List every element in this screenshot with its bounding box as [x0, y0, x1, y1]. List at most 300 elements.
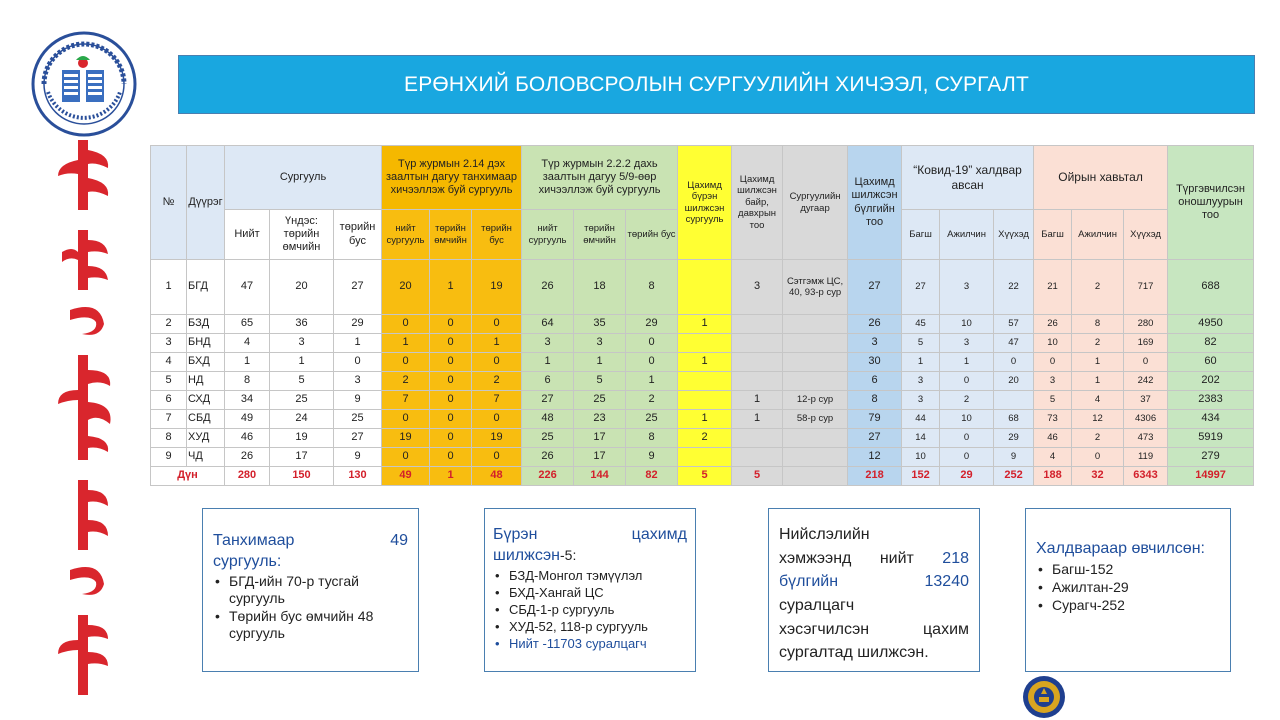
header-full-online: Цахимд бүрэн шилжсэн сургууль — [678, 146, 732, 260]
in-person-count: 49 — [390, 532, 408, 549]
row-contact-student: 717 — [1124, 260, 1168, 315]
row-online-classes: 30 — [848, 353, 902, 372]
full-online-count: -5: — [560, 546, 577, 563]
in-person-title-word: Танхимаар — [213, 532, 295, 549]
row-contact-student: 242 — [1124, 372, 1168, 391]
table-row — [151, 391, 1254, 410]
row-contact-student: 473 — [1124, 429, 1168, 448]
row-r222-total: 48 — [522, 410, 574, 429]
full-online-schools-box — [484, 508, 696, 672]
row-school-number — [783, 353, 848, 372]
row-number: 2 — [151, 315, 187, 334]
header-contact-student: Хүүхэд — [1124, 210, 1168, 260]
row-contact-staff: 1 — [1072, 372, 1124, 391]
total-label: Дүн — [151, 467, 225, 486]
row-r222-state: 5 — [574, 372, 626, 391]
row-r222-private: 8 — [626, 429, 678, 448]
row-r222-private: 9 — [626, 448, 678, 467]
row-number: 5 — [151, 372, 187, 391]
row-number: 1 — [151, 260, 187, 315]
row-r214-total: 20 — [382, 260, 430, 315]
list-item: • БЗД-Монгол тэмүүлэл — [493, 567, 687, 584]
capital-text-partial: хэсэгчилсэн — [779, 620, 870, 638]
total-school-state: 150 — [270, 467, 334, 486]
header-r222-total: нийт сургууль — [522, 210, 574, 260]
row-r214-private: 0 — [472, 410, 522, 429]
row-full-online: 1 — [678, 315, 732, 334]
row-r222-state: 3 — [574, 334, 626, 353]
header-school-state: Үндэс: төрийн өмчийн — [270, 210, 334, 260]
total-school-total: 280 — [225, 467, 270, 486]
list-item: • Багш-152 — [1036, 560, 1220, 578]
header-no: № — [151, 146, 187, 260]
header-covid-teacher: Багш — [902, 210, 940, 260]
row-school-state: 24 — [270, 410, 334, 429]
full-online-list — [493, 567, 687, 653]
row-r222-private: 8 — [626, 260, 678, 315]
row-online-building — [732, 372, 783, 391]
row-covid-teacher: 5 — [902, 334, 940, 353]
list-item: • Ажилтан-29 — [1036, 578, 1220, 596]
row-covid-teacher: 27 — [902, 260, 940, 315]
row-r222-state: 25 — [574, 391, 626, 410]
row-school-private: 27 — [334, 429, 382, 448]
row-covid-student: 29 — [994, 429, 1034, 448]
row-covid-student: 68 — [994, 410, 1034, 429]
row-district: БГД — [187, 260, 225, 315]
row-full-online — [678, 260, 732, 315]
row-r222-private: 1 — [626, 372, 678, 391]
total-contact-staff: 32 — [1072, 467, 1124, 486]
row-contact-student: 4306 — [1124, 410, 1168, 429]
row-school-private: 9 — [334, 391, 382, 410]
row-r214-state: 0 — [430, 448, 472, 467]
row-r214-private: 19 — [472, 429, 522, 448]
row-contact-teacher: 3 — [1034, 372, 1072, 391]
mongolian-script-icon — [48, 140, 118, 700]
total-covid-student: 252 — [994, 467, 1034, 486]
capital-line-5 — [779, 618, 969, 642]
row-number: 8 — [151, 429, 187, 448]
capital-text-classes: бүлгийн — [779, 573, 839, 591]
row-full-online — [678, 372, 732, 391]
government-seal-icon — [1022, 675, 1066, 719]
row-r214-state: 0 — [430, 410, 472, 429]
total-school-number — [783, 467, 848, 486]
row-contact-teacher: 46 — [1034, 429, 1072, 448]
row-covid-student: 0 — [994, 353, 1034, 372]
row-r222-state: 23 — [574, 410, 626, 429]
row-contact-staff: 0 — [1072, 448, 1124, 467]
row-school-total: 1 — [225, 353, 270, 372]
header-school: Сургууль — [225, 146, 382, 210]
row-r214-state: 0 — [430, 315, 472, 334]
row-r222-private: 0 — [626, 353, 678, 372]
row-covid-staff: 2 — [940, 391, 994, 410]
row-school-private: 3 — [334, 372, 382, 391]
row-rapid-tests: 82 — [1168, 334, 1254, 353]
row-rapid-tests: 4950 — [1168, 315, 1254, 334]
row-r222-total: 6 — [522, 372, 574, 391]
header-r214-state: төрийн өмчийн — [430, 210, 472, 260]
row-covid-staff: 3 — [940, 334, 994, 353]
row-contact-staff: 8 — [1072, 315, 1124, 334]
capital-text-scope: хэмжээнд — [779, 549, 852, 567]
full-online-title — [493, 525, 687, 546]
row-rapid-tests: 434 — [1168, 410, 1254, 429]
total-full-online: 5 — [678, 467, 732, 486]
row-school-private: 9 — [334, 448, 382, 467]
row-school-state: 20 — [270, 260, 334, 315]
row-covid-staff: 0 — [940, 429, 994, 448]
row-online-building — [732, 315, 783, 334]
capital-text-total: нийт — [879, 549, 914, 567]
row-district: БХД — [187, 353, 225, 372]
row-school-total: 46 — [225, 429, 270, 448]
row-r214-total: 0 — [382, 315, 430, 334]
header-covid: “Ковид-19” халдвар авсан — [902, 146, 1034, 210]
row-online-building — [732, 334, 783, 353]
total-r214-state: 1 — [430, 467, 472, 486]
row-full-online — [678, 391, 732, 410]
row-r214-total: 7 — [382, 391, 430, 410]
list-item: • Сурагч-252 — [1036, 596, 1220, 614]
row-r214-total: 0 — [382, 448, 430, 467]
total-covid-teacher: 152 — [902, 467, 940, 486]
list-item: • БХД-Хангай ЦС — [493, 584, 687, 601]
row-school-private: 1 — [334, 334, 382, 353]
in-person-list — [213, 573, 408, 643]
infected-title: Халдвараар өвчилсөн: — [1036, 540, 1205, 557]
row-school-number — [783, 429, 848, 448]
row-online-building: 1 — [732, 410, 783, 429]
row-online-classes: 3 — [848, 334, 902, 353]
row-contact-teacher: 26 — [1034, 315, 1072, 334]
row-covid-staff: 0 — [940, 448, 994, 467]
total-r214-total: 49 — [382, 467, 430, 486]
table-row — [151, 334, 1254, 353]
row-r222-state: 18 — [574, 260, 626, 315]
row-covid-student: 57 — [994, 315, 1034, 334]
row-r214-state: 0 — [430, 372, 472, 391]
row-r214-state: 0 — [430, 334, 472, 353]
row-covid-student: 22 — [994, 260, 1034, 315]
total-rapid-tests: 14997 — [1168, 467, 1254, 486]
row-r214-state: 0 — [430, 429, 472, 448]
row-r222-private: 0 — [626, 334, 678, 353]
row-full-online — [678, 448, 732, 467]
total-school-private: 130 — [334, 467, 382, 486]
row-contact-student: 119 — [1124, 448, 1168, 467]
row-covid-teacher: 3 — [902, 391, 940, 410]
table-row — [151, 353, 1254, 372]
capital-line-2 — [779, 547, 969, 571]
row-district: СБД — [187, 410, 225, 429]
row-online-classes: 26 — [848, 315, 902, 334]
row-contact-student: 280 — [1124, 315, 1168, 334]
row-school-number: 58-р сур — [783, 410, 848, 429]
row-contact-staff: 2 — [1072, 429, 1124, 448]
row-r214-private: 2 — [472, 372, 522, 391]
row-rapid-tests: 2383 — [1168, 391, 1254, 410]
row-school-number: 12-р сур — [783, 391, 848, 410]
row-school-total: 4 — [225, 334, 270, 353]
row-school-total: 26 — [225, 448, 270, 467]
table-row — [151, 429, 1254, 448]
row-r222-total: 26 — [522, 260, 574, 315]
full-online-title-word3: шилжсэн — [493, 546, 560, 564]
row-online-classes: 12 — [848, 448, 902, 467]
row-rapid-tests: 60 — [1168, 353, 1254, 372]
row-covid-student: 20 — [994, 372, 1034, 391]
row-r214-private: 1 — [472, 334, 522, 353]
row-contact-teacher: 73 — [1034, 410, 1072, 429]
table-row — [151, 410, 1254, 429]
row-covid-teacher: 3 — [902, 372, 940, 391]
row-school-private: 27 — [334, 260, 382, 315]
row-r222-total: 1 — [522, 353, 574, 372]
row-school-number — [783, 315, 848, 334]
row-r214-private: 0 — [472, 315, 522, 334]
header-r222-state: төрийн өмчийн — [574, 210, 626, 260]
row-r214-state: 1 — [430, 260, 472, 315]
row-online-classes: 6 — [848, 372, 902, 391]
row-covid-staff: 10 — [940, 315, 994, 334]
row-district: СХД — [187, 391, 225, 410]
row-r222-total: 25 — [522, 429, 574, 448]
row-rapid-tests: 279 — [1168, 448, 1254, 467]
row-school-total: 49 — [225, 410, 270, 429]
row-r222-total: 26 — [522, 448, 574, 467]
row-full-online — [678, 334, 732, 353]
row-covid-student: 9 — [994, 448, 1034, 467]
row-contact-teacher: 21 — [1034, 260, 1072, 315]
header-covid-staff: Ажилчин — [940, 210, 994, 260]
table-row — [151, 372, 1254, 391]
row-covid-teacher: 45 — [902, 315, 940, 334]
table-row — [151, 260, 1254, 315]
header-district: Дүүрэг — [187, 146, 225, 260]
row-covid-staff: 0 — [940, 372, 994, 391]
header-contact-teacher: Багш — [1034, 210, 1072, 260]
table-row — [151, 315, 1254, 334]
row-covid-teacher: 44 — [902, 410, 940, 429]
row-contact-staff: 2 — [1072, 260, 1124, 315]
capital-text-online: цахим — [923, 620, 969, 638]
row-r214-total: 0 — [382, 410, 430, 429]
row-online-classes: 79 — [848, 410, 902, 429]
header-rule-214: Түр журмын 2.14 дэх заалтын дагуу танхимаар хичээллэж буй сургууль — [382, 146, 522, 210]
header-contact-staff: Ажилчин — [1072, 210, 1124, 260]
row-r214-private: 19 — [472, 260, 522, 315]
row-number: 7 — [151, 410, 187, 429]
row-school-state: 17 — [270, 448, 334, 467]
row-number: 4 — [151, 353, 187, 372]
header-r214-private: төрийн бус — [472, 210, 522, 260]
capital-line-3 — [779, 570, 969, 594]
total-r222-total: 226 — [522, 467, 574, 486]
row-school-total: 65 — [225, 315, 270, 334]
header-r222-private: төрийн бус — [626, 210, 678, 260]
row-contact-student: 0 — [1124, 353, 1168, 372]
row-contact-staff: 4 — [1072, 391, 1124, 410]
row-online-building — [732, 429, 783, 448]
row-district: БЗД — [187, 315, 225, 334]
total-contact-student: 6343 — [1124, 467, 1168, 486]
list-item: • ХУД-52, 118-р сургууль — [493, 618, 687, 635]
capital-line-4: суралцагч — [779, 597, 855, 615]
row-school-total: 34 — [225, 391, 270, 410]
row-contact-staff: 1 — [1072, 353, 1124, 372]
row-school-total: 47 — [225, 260, 270, 315]
full-online-title-word2: цахимд — [631, 526, 687, 543]
row-r214-total: 19 — [382, 429, 430, 448]
row-school-private: 25 — [334, 410, 382, 429]
row-district: ХУД — [187, 429, 225, 448]
total-covid-staff: 29 — [940, 467, 994, 486]
row-school-number — [783, 372, 848, 391]
row-rapid-tests: 202 — [1168, 372, 1254, 391]
row-school-private: 0 — [334, 353, 382, 372]
total-online-classes: 218 — [848, 467, 902, 486]
left-decoration — [0, 0, 150, 720]
row-online-classes: 8 — [848, 391, 902, 410]
total-r222-private: 82 — [626, 467, 678, 486]
row-contact-teacher: 0 — [1034, 353, 1072, 372]
row-full-online: 2 — [678, 429, 732, 448]
row-r222-state: 35 — [574, 315, 626, 334]
header-rule-222: Түр журмын 2.2.2 дахь заалтын дагуу 5/9-өөр хичээллэж буй сургууль — [522, 146, 678, 210]
row-r222-total: 3 — [522, 334, 574, 353]
total-contact-teacher: 188 — [1034, 467, 1072, 486]
row-district: БНД — [187, 334, 225, 353]
header-school-total: Нийт — [225, 210, 270, 260]
row-r214-state: 0 — [430, 353, 472, 372]
row-r214-state: 0 — [430, 391, 472, 410]
row-covid-student: 47 — [994, 334, 1034, 353]
row-full-online: 1 — [678, 353, 732, 372]
row-online-classes: 27 — [848, 260, 902, 315]
row-number: 6 — [151, 391, 187, 410]
full-online-title-line2 — [493, 546, 687, 567]
row-contact-staff: 2 — [1072, 334, 1124, 353]
row-r222-state: 1 — [574, 353, 626, 372]
list-item-total: • Нийт -11703 суралцагч — [493, 635, 687, 652]
total-r214-private: 48 — [472, 467, 522, 486]
in-person-schools-box — [202, 508, 419, 672]
row-district: ЧД — [187, 448, 225, 467]
header-contact: Ойрын хавьтал — [1034, 146, 1168, 210]
header-online-classes: Цахимд шилжсэн бүлгийн тоо — [848, 146, 902, 260]
row-contact-student: 37 — [1124, 391, 1168, 410]
total-online-building: 5 — [732, 467, 783, 486]
header-rapid-tests: Түргэвчилсэн оношлуурын тоо — [1168, 146, 1254, 260]
row-covid-teacher: 1 — [902, 353, 940, 372]
row-school-state: 36 — [270, 315, 334, 334]
school-statistics-table — [150, 145, 1254, 486]
table-row — [151, 448, 1254, 467]
header-school-number: Сургуулийн дугаар — [783, 146, 848, 260]
row-district: НД — [187, 372, 225, 391]
header-school-private: төрийн бус — [334, 210, 382, 260]
row-rapid-tests: 5919 — [1168, 429, 1254, 448]
capital-line-6: сургалтад шилжсэн. — [779, 644, 929, 662]
row-school-state: 3 — [270, 334, 334, 353]
row-online-building: 1 — [732, 391, 783, 410]
capital-line-1: Нийслэлийн — [779, 526, 870, 543]
row-covid-staff: 1 — [940, 353, 994, 372]
row-online-classes: 27 — [848, 429, 902, 448]
row-school-total: 8 — [225, 372, 270, 391]
row-contact-teacher: 10 — [1034, 334, 1072, 353]
list-item: • СБД-1-р сургууль — [493, 601, 687, 618]
row-r214-total: 0 — [382, 353, 430, 372]
row-contact-student: 169 — [1124, 334, 1168, 353]
row-number: 9 — [151, 448, 187, 467]
header-covid-student: Хүүхэд — [994, 210, 1034, 260]
row-r214-private: 7 — [472, 391, 522, 410]
row-covid-staff: 10 — [940, 410, 994, 429]
row-r214-private: 0 — [472, 448, 522, 467]
row-covid-staff: 3 — [940, 260, 994, 315]
row-online-building — [732, 448, 783, 467]
table-header-row — [151, 146, 1254, 210]
capital-class-count: 218 — [942, 549, 969, 567]
row-online-building: 3 — [732, 260, 783, 315]
row-r222-state: 17 — [574, 448, 626, 467]
row-covid-student — [994, 391, 1034, 410]
row-school-state: 5 — [270, 372, 334, 391]
capital-student-count: 13240 — [924, 573, 969, 591]
infected-box — [1025, 508, 1231, 672]
row-online-building — [732, 353, 783, 372]
row-contact-teacher: 4 — [1034, 448, 1072, 467]
row-rapid-tests: 688 — [1168, 260, 1254, 315]
header-online-building: Цахимд шилжсэн байр, давхрын тоо — [732, 146, 783, 260]
row-school-state: 19 — [270, 429, 334, 448]
in-person-title — [213, 531, 408, 552]
list-item: • БГД-ийн 70-р тусгай сургууль — [213, 573, 408, 608]
list-item: • Төрийн бус өмчийн 48 сургууль — [213, 608, 408, 643]
row-school-number — [783, 448, 848, 467]
row-covid-teacher: 10 — [902, 448, 940, 467]
row-covid-teacher: 14 — [902, 429, 940, 448]
capital-online-classes-box — [768, 508, 980, 672]
row-full-online: 1 — [678, 410, 732, 429]
infected-list — [1036, 560, 1220, 615]
row-r214-private: 0 — [472, 353, 522, 372]
table-total-row — [151, 467, 1254, 486]
row-r222-private: 25 — [626, 410, 678, 429]
row-school-number: Сэтгэмж ЦС, 40, 93-р сур — [783, 260, 848, 315]
header-r214-total: нийт сургууль — [382, 210, 430, 260]
page-title: ЕРӨНХИЙ БОЛОВСРОЛЫН СУРГУУЛИЙН ХИЧЭЭЛ, СУРГАЛТ — [178, 55, 1255, 114]
full-online-title-word1: Бүрэн — [493, 526, 538, 543]
row-r222-private: 29 — [626, 315, 678, 334]
row-school-state: 25 — [270, 391, 334, 410]
row-r222-private: 2 — [626, 391, 678, 410]
row-r222-total: 27 — [522, 391, 574, 410]
row-contact-staff: 12 — [1072, 410, 1124, 429]
row-r214-total: 2 — [382, 372, 430, 391]
row-school-state: 1 — [270, 353, 334, 372]
row-r222-state: 17 — [574, 429, 626, 448]
row-contact-teacher: 5 — [1034, 391, 1072, 410]
row-school-number — [783, 334, 848, 353]
row-r214-total: 1 — [382, 334, 430, 353]
ministry-emblem-icon — [30, 30, 138, 138]
in-person-title-suffix: сургууль: — [213, 552, 282, 570]
